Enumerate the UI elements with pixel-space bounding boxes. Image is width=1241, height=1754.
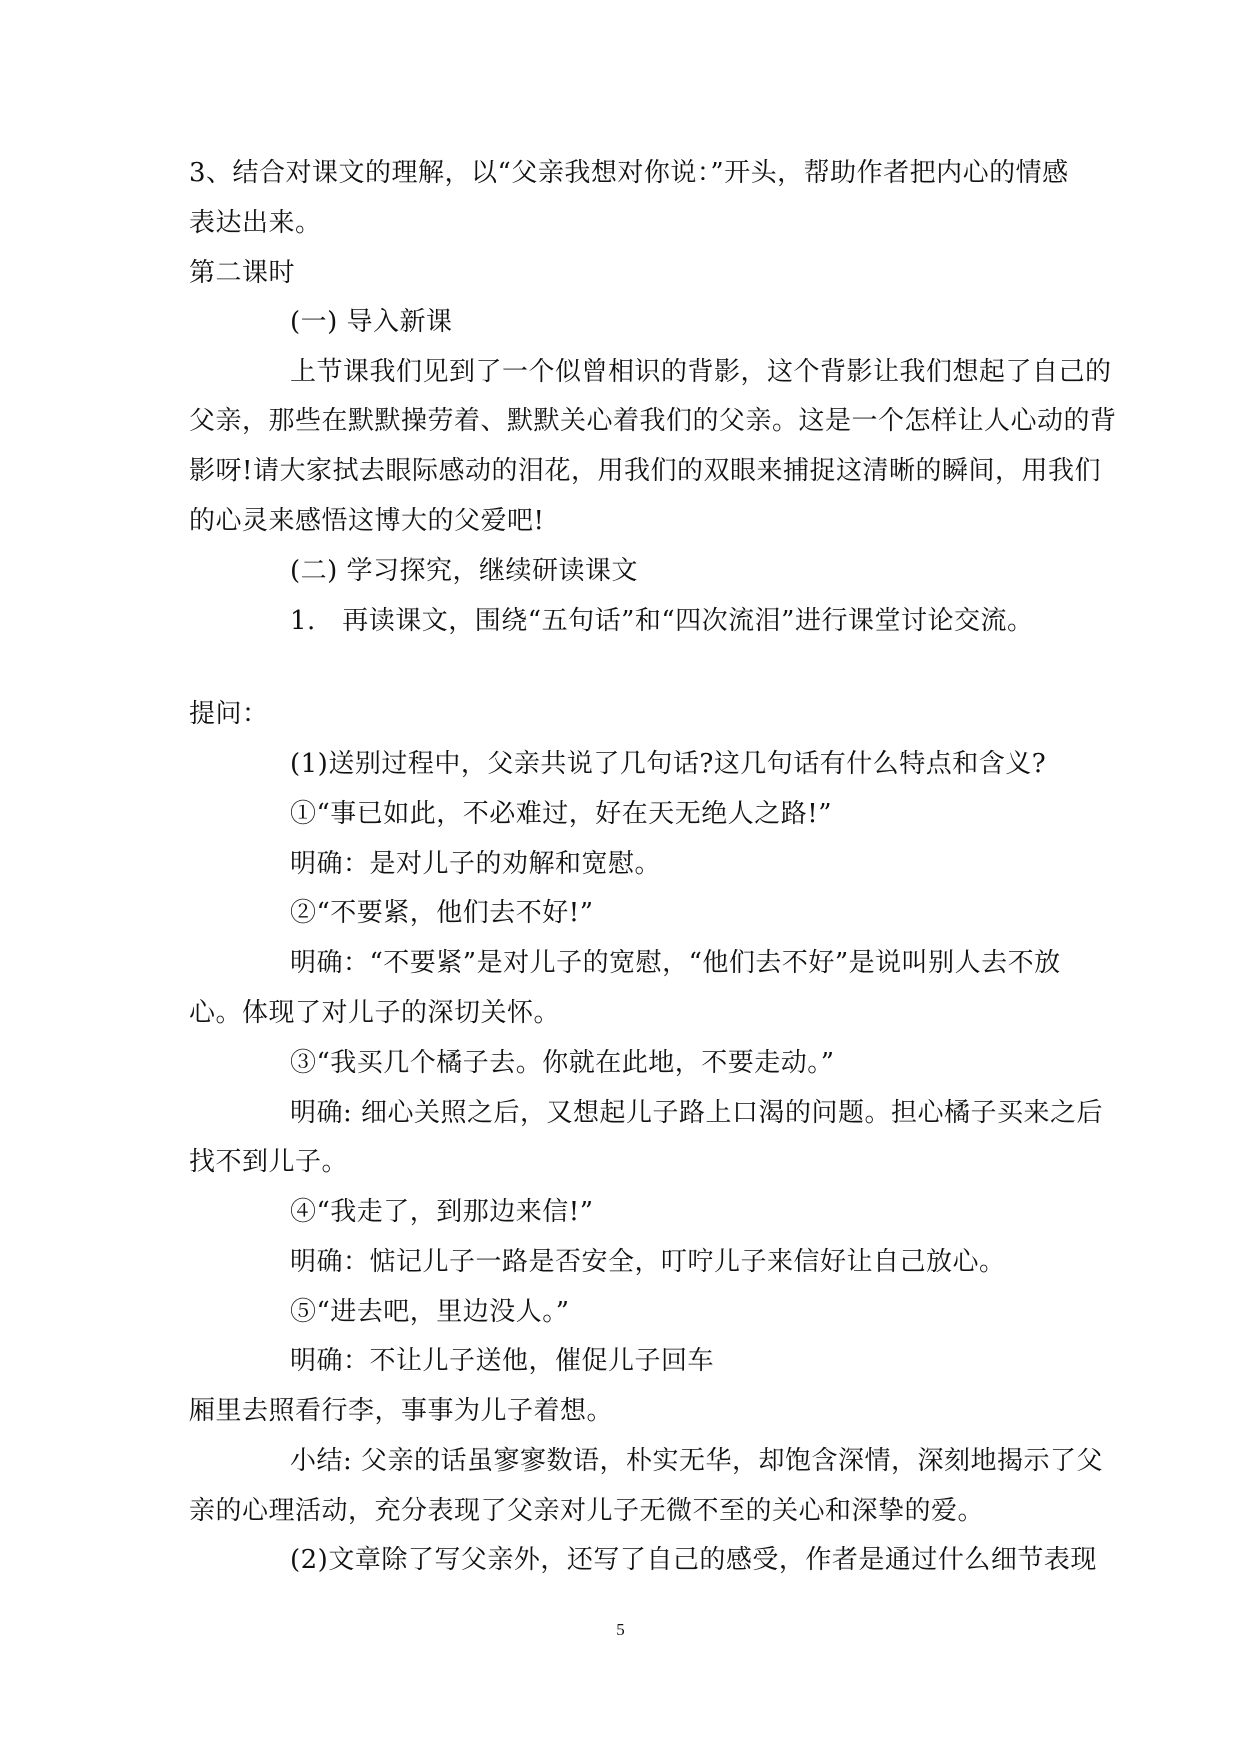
text-line: 明确: 细心关照之后，又想起儿子路上口渴的问题。担心橘子买来之后 [290, 1098, 1104, 1128]
text-line: ①“事已如此，不必难过，好在天无绝人之路!” [290, 799, 833, 829]
text-line: ⑤“进去吧，里边没人。” [290, 1297, 570, 1327]
text-line: 的心灵来感悟这博大的父爱吧! [189, 506, 545, 536]
text-line: 明确：是对儿子的劝解和宽慰。 [290, 849, 662, 879]
text-line: 找不到儿子。 [189, 1147, 349, 1177]
text-line: ④“我走了，到那边来信!” [290, 1197, 594, 1227]
text-line: 明确：惦记儿子一路是否安全，叮咛儿子来信好让自己放心。 [290, 1247, 1006, 1277]
text-line: (2)文章除了写父亲外，还写了自己的感受，作者是通过什么细节表现 [290, 1545, 1097, 1575]
text-line: 小结: 父亲的话虽寥寥数语，朴实无华，却饱含深情，深刻地揭示了父 [290, 1446, 1104, 1476]
subsection-heading: (一) 导入新课 [290, 307, 453, 337]
text-line: 3、结合对课文的理解，以“父亲我想对你说：”开头，帮助作者把内心的情感 [189, 158, 1069, 188]
text-line: ②“不要紧，他们去不好!” [290, 898, 594, 928]
text-line: 1. 再读课文，围绕“五句话”和“四次流泪”进行课堂讨论交流。 [290, 606, 1034, 636]
text-line: 影呀!请大家拭去眼际感动的泪花，用我们的双眼来捕捉这清晰的瞬间，用我们 [189, 456, 1101, 486]
text-line: 厢里去照看行李，事事为儿子着想。 [189, 1396, 614, 1426]
text-line: 上节课我们见到了一个似曾相识的背影，这个背影让我们想起了自己的 [290, 357, 1112, 387]
text-line: 父亲，那些在默默操劳着、默默关心着我们的父亲。这是一个怎样让人心动的背 [189, 406, 1117, 436]
section-heading: 第二课时 [189, 258, 296, 288]
text-line: ③“我买几个橘子去。你就在此地，不要走动。” [290, 1048, 835, 1078]
text-line: 明确：不让儿子送他，催促儿子回车 [290, 1346, 715, 1376]
text-line: 明确：“不要紧”是对儿子的宽慰，“他们去不好”是说叫别人去不放 [290, 948, 1061, 978]
subsection-heading: (二) 学习探究，继续研读课文 [290, 556, 639, 586]
text-line: (1)送别过程中，父亲共说了几句话?这几句话有什么特点和含义? [290, 749, 1047, 779]
text-line: 心。体现了对儿子的深切关怀。 [189, 998, 561, 1028]
page-number: 5 [616, 1620, 625, 1639]
text-line: 提问： [189, 699, 269, 729]
text-line: 亲的心理活动，充分表现了父亲对儿子无微不至的关心和深挚的爱。 [189, 1496, 985, 1526]
text-line: 表达出来。 [189, 208, 322, 238]
